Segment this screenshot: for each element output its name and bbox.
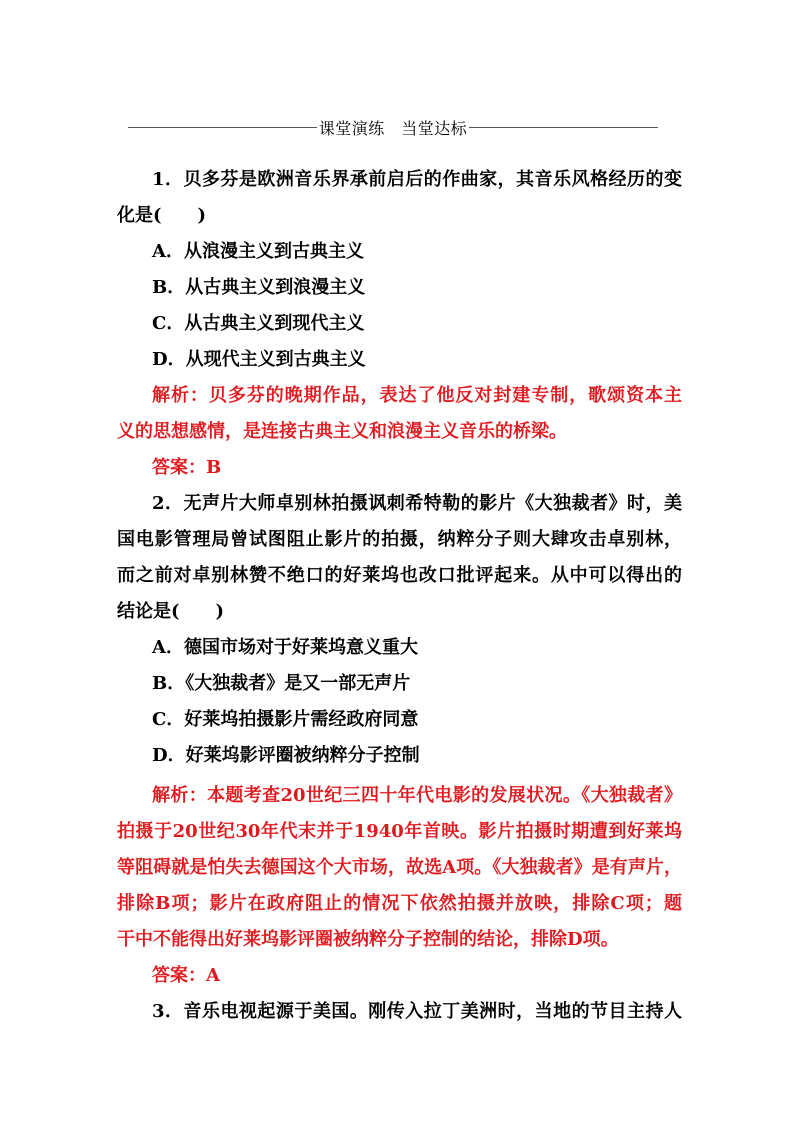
question-line: 而之前对卓别林赞不绝口的好莱坞也改口批评起来。从中可以得出的 — [117, 565, 682, 586]
question-line: 3．音乐电视起源于美国。刚传入拉丁美洲时，当地的节目主持人 — [152, 1001, 682, 1022]
question-line: 国电影管理局曾试图阻止影片的拍摄，纳粹分子则大肆攻击卓别林， — [117, 529, 682, 550]
question-line: 化是( ) — [117, 205, 207, 226]
header-rule-left — [128, 127, 317, 128]
option-line: B．《大独裁者》是又一部无声片 — [152, 673, 411, 694]
analysis-line: 拍摄于20世纪30年代末并于1940年首映。影片拍摄时期遭到好莱坞 — [117, 821, 682, 842]
option-line: C．好莱坞拍摄影片需经政府同意 — [152, 709, 419, 730]
option-line: A．德国市场对于好莱坞意义重大 — [152, 637, 418, 658]
analysis-line: 等阻碍就是怕失去德国这个大市场，故选A项。《大独裁者》是有声片， — [117, 857, 682, 878]
option-line: D．从现代主义到古典主义 — [152, 349, 366, 370]
analysis-line: 答案：B — [152, 457, 222, 478]
analysis-line: 答案：A — [152, 965, 220, 986]
section-header — [128, 116, 658, 138]
option-line: B．从古典主义到浪漫主义 — [152, 277, 366, 298]
analysis-line: 排除B项；影片在政府阻止的情况下依然拍摄并放映，排除C项；题 — [117, 893, 682, 914]
analysis-line: 义的思想感情，是连接古典主义和浪漫主义音乐的桥梁。 — [117, 421, 567, 442]
option-line: D．好莱坞影评圈被纳粹分子控制 — [152, 745, 420, 766]
section-title: 课堂演练 当堂达标 — [318, 118, 468, 138]
analysis-line: 解析：本题考查20世纪三四十年代电影的发展状况。《大独裁者》 — [152, 785, 682, 806]
analysis-line: 解析：贝多芬的晚期作品，表达了他反对封建专制，歌颂资本主 — [152, 385, 682, 406]
option-line: A．从浪漫主义到古典主义 — [152, 241, 364, 262]
question-line: 2．无声片大师卓别林拍摄讽刺希特勒的影片《大独裁者》时，美 — [152, 493, 682, 514]
header-rule-right — [469, 127, 658, 128]
option-line: C．从古典主义到现代主义 — [152, 313, 365, 334]
question-line: 结论是( ) — [117, 601, 225, 622]
question-line: 1．贝多芬是欧洲音乐界承前启后的作曲家，其音乐风格经历的变 — [152, 169, 682, 190]
analysis-line: 干中不能得出好莱坞影评圈被纳粹分子控制的结论，排除D项。 — [117, 929, 619, 950]
